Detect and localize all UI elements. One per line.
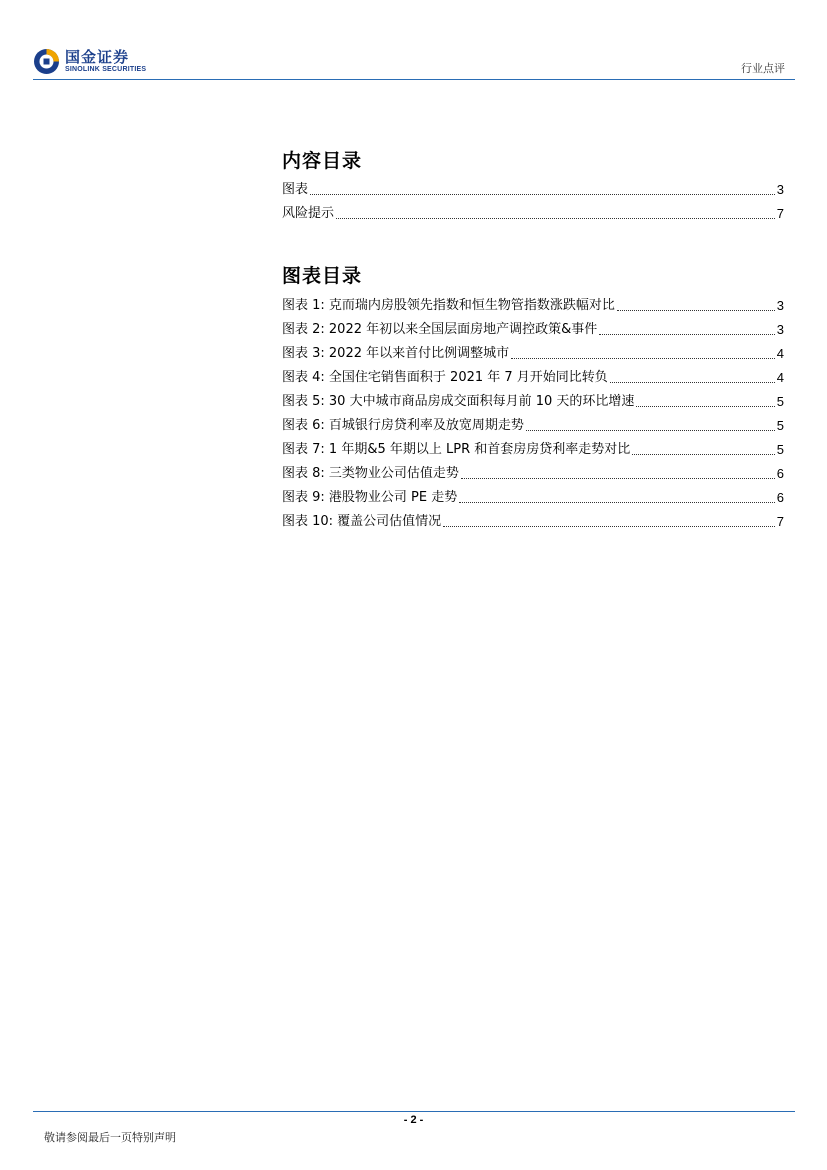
header-divider: [33, 79, 795, 80]
toc-entry-label: 图表 8: 三类物业公司估值走势: [282, 466, 459, 481]
toc-entry[interactable]: [282, 290, 784, 314]
toc-dot-leader: [636, 402, 774, 407]
toc-entry[interactable]: [282, 314, 784, 338]
toc-entry-page: 3: [776, 182, 784, 197]
toc-entry-label: 图表 10: 覆盖公司估值情况: [282, 514, 442, 529]
toc-entry-label: 图表 1: 克而瑞内房股领先指数和恒生物管指数涨跌幅对比: [282, 298, 615, 313]
toc-dot-leader: [310, 190, 775, 195]
toc-entry[interactable]: [282, 482, 784, 506]
toc-entry[interactable]: [282, 506, 784, 530]
toc-entry-label: 图表 6: 百城银行房贷利率及放宽周期走势: [282, 418, 524, 433]
toc-entry-page: 5: [776, 442, 784, 457]
toc-entry[interactable]: [282, 386, 784, 410]
toc-entry-page: 5: [776, 394, 784, 409]
toc-dot-leader: [443, 522, 775, 527]
toc-entry-page: 7: [776, 514, 784, 529]
toc-entry-label: 图表 9: 港股物业公司 PE 走势: [282, 490, 458, 505]
toc-dot-leader: [610, 378, 775, 383]
toc-dot-leader: [459, 498, 775, 503]
toc-entry-label: 图表 5: 30 大中城市商品房成交面积每月前 10 天的环比增速: [282, 394, 635, 409]
toc-dot-leader: [461, 474, 775, 479]
toc-entry-page: 4: [776, 346, 784, 361]
toc-entry-page: 6: [776, 466, 784, 481]
toc-entry[interactable]: [282, 174, 784, 198]
footer-divider: [33, 1111, 795, 1112]
toc-entry-label: 图表 2: 2022 年初以来全国层面房地产调控政策&事件: [282, 322, 598, 337]
figure-toc-list: [282, 290, 784, 530]
toc-entry-label: 图表 3: 2022 年以来首付比例调整城市: [282, 346, 510, 361]
logo-chinese-text: 国金证券: [65, 48, 130, 66]
toc-entry-page: 4: [776, 370, 784, 385]
page-header: [0, 0, 827, 82]
toc-entry-page: 3: [776, 298, 784, 313]
report-type-label: 行业点评: [741, 62, 785, 75]
logo-english-text: SINOLINK SECURITIES: [65, 66, 147, 73]
toc-entry[interactable]: [282, 458, 784, 482]
toc-entry-page: 5: [776, 418, 784, 433]
toc-entry[interactable]: [282, 434, 784, 458]
toc-entry-page: 7: [776, 206, 784, 221]
toc-dot-leader: [599, 330, 774, 335]
toc-entry-page: 3: [776, 322, 784, 337]
company-logo: [33, 46, 233, 80]
toc-dot-leader: [511, 354, 775, 359]
toc-dot-leader: [617, 306, 775, 311]
disclaimer-text: 敬请参阅最后一页特别声明: [44, 1131, 176, 1144]
page-number: - 2 -: [403, 1114, 424, 1126]
content-toc-title: 内容目录: [282, 150, 363, 172]
toc-entry-label: 风险提示: [282, 206, 335, 221]
toc-entry-label: 图表 7: 1 年期&5 年期以上 LPR 和首套房房贷利率走势对比: [282, 442, 631, 457]
content-toc-list: [282, 174, 784, 222]
logo-mark-icon: [33, 48, 60, 75]
toc-entry[interactable]: [282, 198, 784, 222]
toc-dot-leader: [336, 214, 775, 219]
toc-entry[interactable]: [282, 362, 784, 386]
toc-entry-label: 图表 4: 全国住宅销售面积于 2021 年 7 月开始同比转负: [282, 370, 608, 385]
toc-entry[interactable]: [282, 410, 784, 434]
toc-dot-leader: [632, 450, 775, 455]
toc-dot-leader: [526, 426, 775, 431]
toc-entry[interactable]: [282, 338, 784, 362]
toc-entry-label: 图表: [282, 182, 309, 197]
toc-entry-page: 6: [776, 490, 784, 505]
figure-toc-title: 图表目录: [282, 265, 363, 287]
